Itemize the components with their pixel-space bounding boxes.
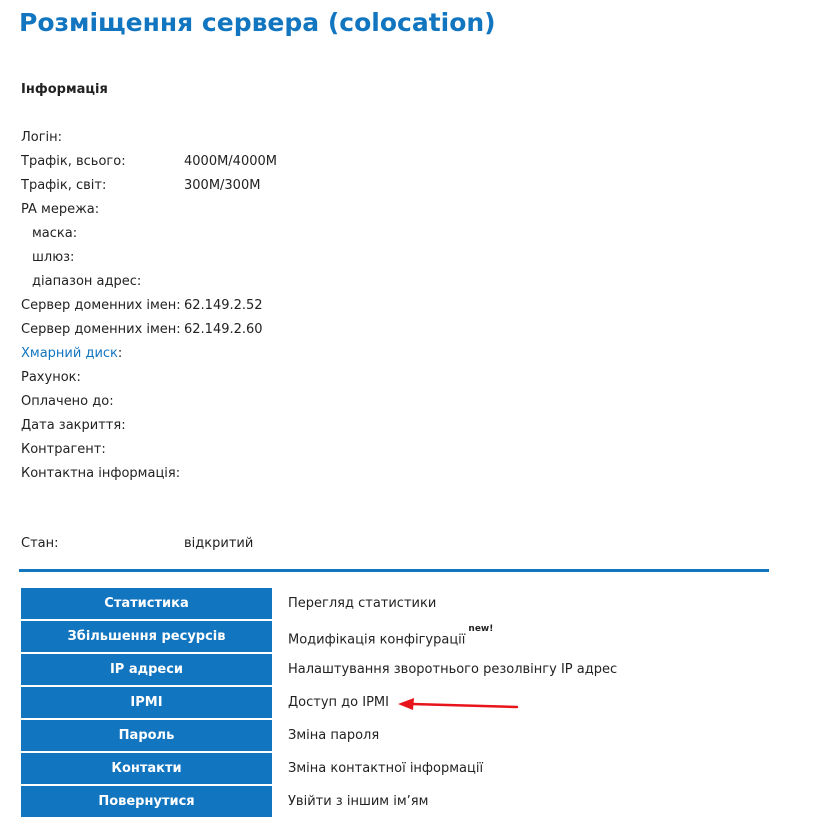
statistics-button[interactable]: Статистика: [21, 588, 272, 619]
contacts-button[interactable]: Контакти: [21, 753, 272, 784]
page-title: Розміщення сервера (colocation): [19, 8, 496, 37]
new-badge: new!: [468, 624, 494, 634]
state-row: [21, 532, 421, 556]
counterparty-label: Контрагент:: [21, 442, 106, 457]
dns1-label: Сервер доменних імен:: [21, 298, 181, 313]
traffic-world-label: Трафік, світ:: [21, 178, 107, 193]
contacts-description: Зміна контактної інформації: [288, 761, 484, 776]
mask-label: маска:: [32, 226, 78, 241]
password-description: Зміна пароля: [288, 728, 380, 743]
cloud-disk-label: [21, 342, 122, 366]
section-heading-info: Інформація: [21, 82, 108, 97]
gateway-label: шлюз:: [32, 250, 75, 265]
close-date-label: Дата закриття:: [21, 418, 126, 433]
paid-until-label: Оплачено до:: [21, 394, 114, 409]
range-label: діапазон адрес:: [32, 274, 142, 289]
ipmi-description: Доступ до IPMI: [288, 695, 389, 710]
contact-info-label: Контактна інформація:: [21, 466, 181, 481]
increase-resources-button[interactable]: Збільшення ресурсів: [21, 621, 272, 652]
login-label: Логін:: [21, 130, 63, 145]
ipmi-button[interactable]: IPMI: [21, 687, 272, 718]
dns1-value: 62.149.2.52: [184, 298, 263, 313]
ip-addresses-button[interactable]: IP адреси: [21, 654, 272, 685]
traffic-total-label: Трафік, всього:: [21, 154, 126, 169]
traffic-total-value: 4000M/4000M: [184, 154, 277, 169]
account-label: Рахунок:: [21, 370, 81, 385]
password-button[interactable]: Пароль: [21, 720, 272, 751]
dns2-label: Сервер доменних імен:: [21, 322, 181, 337]
red-arrow-icon: [398, 697, 522, 713]
pa-network-label: PA мережа:: [21, 202, 100, 217]
state-label: Стан:: [21, 536, 59, 551]
dns2-value: 62.149.2.60: [184, 322, 263, 337]
resources-description: Модифікація конфігурації: [288, 632, 466, 648]
ip-description: Налаштування зворотнього резолвінгу IP адрес: [288, 662, 618, 677]
resources-description-wrap: [288, 621, 493, 652]
cloud-disk-colon: :: [117, 346, 123, 361]
traffic-world-value: 300M/300M: [184, 178, 261, 193]
cloud-disk-link[interactable]: Хмарний диск: [21, 346, 118, 361]
statistics-description: Перегляд статистики: [288, 596, 437, 611]
divider: [19, 569, 769, 572]
state-value: відкритий: [184, 536, 254, 551]
back-description: Увійти з іншим ім’ям: [288, 794, 429, 809]
back-button[interactable]: Повернутися: [21, 786, 272, 817]
